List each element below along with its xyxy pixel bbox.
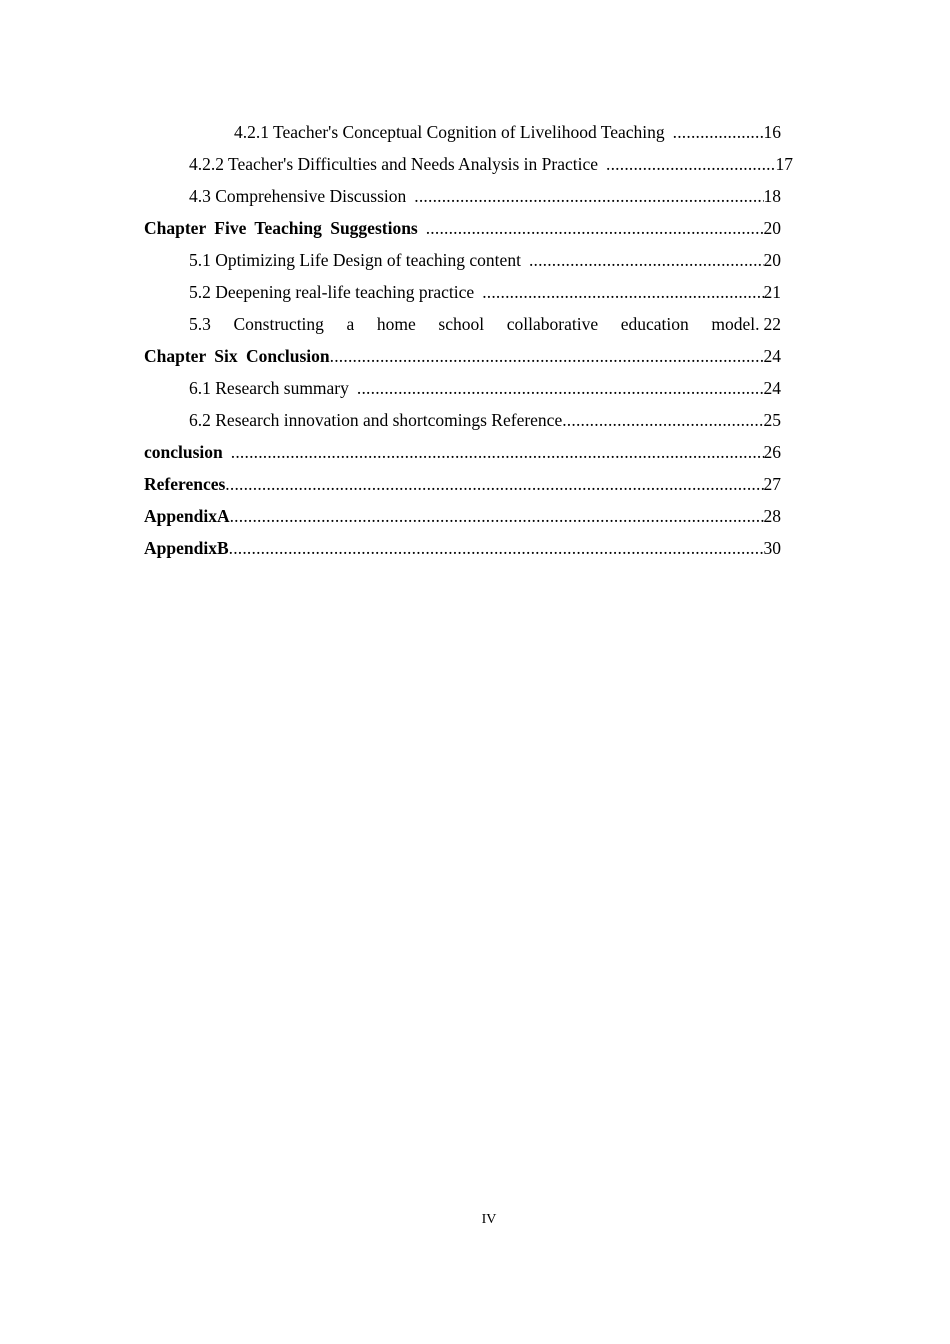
toc-entry-title: 6.1 Research summary [189,378,349,398]
toc-entry-title: 5.2 Deepening real-life teaching practice [189,282,475,302]
toc-entry [189,244,781,276]
toc-leader [357,372,764,404]
toc-entry-title: AppendixB [144,538,229,558]
toc-leader [673,116,764,148]
toc-entry-title: 4.3 Comprehensive Discussion [189,186,407,206]
toc-leader [529,244,764,276]
toc-entry-title: Chapter Six Conclusion [144,346,330,366]
toc-leader [225,468,763,500]
toc-leader [229,532,764,564]
toc-entry-page: 27 [763,474,781,494]
toc-entry-chapter [144,212,781,244]
toc-entry-page: 18 [763,186,781,206]
toc-leader [330,340,764,372]
toc-entry [189,148,793,180]
toc-entry-chapter [144,468,781,500]
toc-entry-page: 22 [763,314,781,334]
toc-leader [230,500,764,532]
toc-entry-page: 20 [763,250,781,270]
toc-entry-chapter [144,532,781,564]
toc-entry-title: References [144,474,226,494]
toc-entry-chapter [144,340,781,372]
toc-entry [189,372,781,404]
toc-entry-page: 16 [763,122,781,142]
toc-entry-title: conclusion [144,442,223,462]
toc-entry-page: 17 [775,154,793,174]
toc-entry-title: 5.1 Optimizing Life Design of teaching content [189,250,521,270]
toc-entry-page: 24 [763,346,781,366]
toc-entry-chapter [144,500,781,532]
toc-entry [189,180,781,212]
toc-entry [189,404,781,436]
toc-leader [482,276,763,308]
toc-entry-title: AppendixA [144,506,230,526]
toc-entry-page: 25 [763,410,781,430]
toc-entry-page: 24 [763,378,781,398]
toc-entry-title: 6.2 Research innovation and shortcomings Reference [189,410,563,430]
toc-entry [189,308,781,340]
toc-entry-page: 30 [763,538,781,558]
page-number: IV [481,1212,497,1227]
toc-entry-page: 26 [763,442,781,462]
toc-entry-page: 20 [763,218,781,238]
toc-entry-title: Chapter Five Teaching Suggestions [144,218,418,238]
toc-entry-title: 4.2.2 Teacher's Difficulties and Needs Analysis in Practice [189,154,599,174]
toc-entry [189,276,781,308]
toc-entry-title: 4.2.1 Teacher's Conceptual Cognition of Livelihood Teaching [234,122,665,142]
toc-entry-page: 28 [763,506,781,526]
toc-leader [426,212,764,244]
toc-leader [414,180,763,212]
toc-entry [234,116,781,148]
toc-leader [562,404,763,436]
toc-entry-page: 21 [763,282,781,302]
toc-leader [231,436,764,468]
toc-entry-chapter [144,436,781,468]
toc-leader [606,148,775,180]
toc-entry-title: 5.3 Constructing a home school collaborative education model. [189,314,760,334]
